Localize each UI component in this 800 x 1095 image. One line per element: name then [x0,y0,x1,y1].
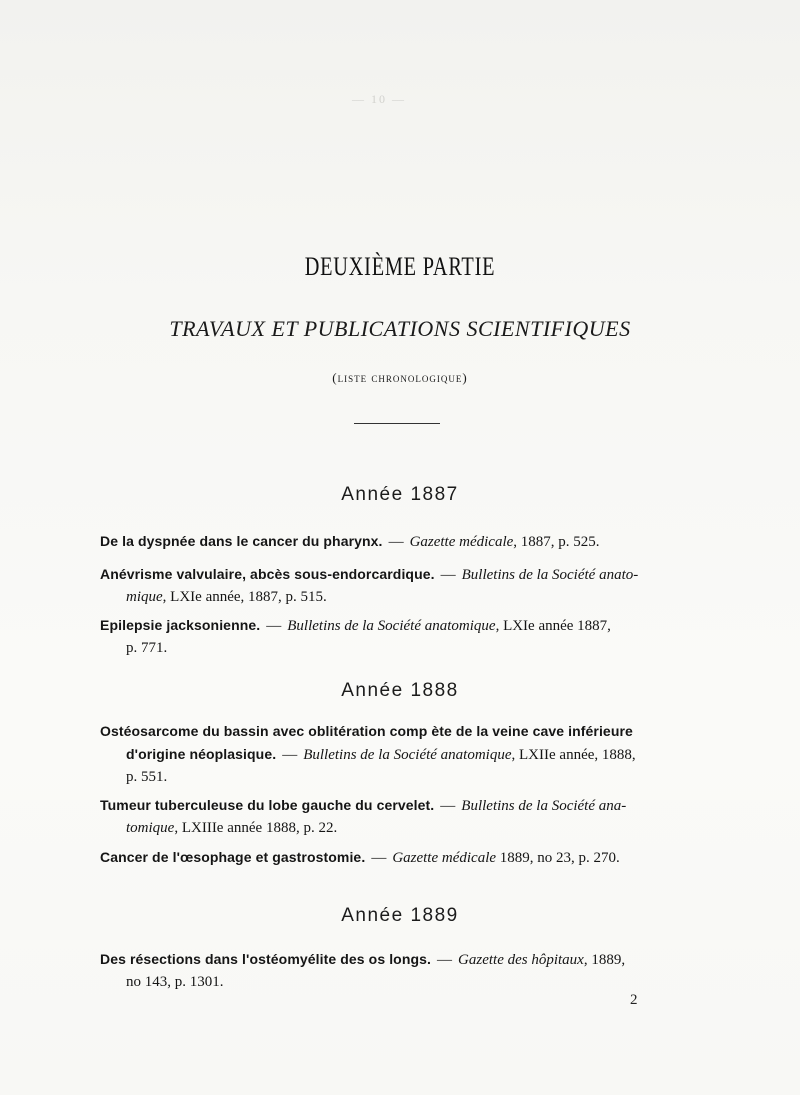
dash-separator: — [388,534,404,550]
entry-journal: Gazette des hôpitaux [458,952,584,968]
year-heading-1888: Année 1888 [341,680,459,701]
entry-details: , 1887, p. 525. [513,534,600,550]
entry-continuation [100,637,696,659]
entry-details-continued: p. 551. [126,769,168,785]
entry-journal: Gazette médicale [392,850,497,866]
publication-entry [100,720,696,788]
entry-journal: Bulletins de la Société anatomique [287,618,496,634]
entry-line [100,563,696,586]
entry-details: , LXIe année, 1887, p. 515. [162,589,327,605]
entry-journal: Gazette médicale [409,534,514,550]
dash-separator: — [440,567,456,583]
entry-title: Anévrisme valvulaire, abcès sous-endorcardique. [100,566,435,582]
publication-entry [100,794,696,839]
entry-journal: Bulletins de la Société ana- [461,798,627,814]
entry-line [100,614,696,637]
entry-details-continued: p. 771. [126,640,168,656]
publication-entry [100,846,696,869]
entry-line [100,846,696,869]
dash-separator: — [266,618,282,634]
entry-title: Epilepsie jacksonienne. [100,617,261,633]
dash-separator: — [440,798,456,814]
divider-rule [354,423,440,424]
year-heading-1887: Année 1887 [341,484,459,505]
entry-continuation [100,817,696,839]
year-heading-1889: Année 1889 [341,905,459,926]
entry-line [100,948,696,971]
entry-details-continued: no 143, p. 1301. [126,974,224,990]
bleed-through-page-number: — 10 — [352,92,406,106]
entry-details: 1889, no 23, p. 270. [496,850,620,866]
entry-line [100,720,696,743]
entry-title-continued: d'origine néoplasique. [126,746,277,762]
entry-details: , LXIIe année, 1888, [511,747,636,763]
publication-entry [100,614,696,659]
publication-entry [100,530,696,553]
entry-title: Tumeur tuberculeuse du lobe gauche du cervelet. [100,797,435,813]
dash-separator: — [437,952,453,968]
section-note: (liste chronologique) [332,370,468,385]
entry-journal-continued: tomique [126,820,175,836]
entry-continuation [100,586,696,608]
entry-journal-continued: mique [126,589,163,605]
entry-journal: Bulletins de la Société anato- [461,567,639,583]
entry-journal: Bulletins de la Société anatomique [303,747,512,763]
entry-continuation [100,971,696,993]
entry-title: Cancer de l'œsophage et gastrostomie. [100,849,366,865]
entry-continuation [100,766,696,788]
section-subtitle: TRAVAUX ET PUBLICATIONS SCIENTIFIQUES [169,316,631,341]
entry-title: De la dyspnée dans le cancer du pharynx. [100,533,383,549]
entry-details: , LXIIIe année 1888, p. 22. [174,820,338,836]
entry-continuation [100,743,696,766]
dash-separator: — [371,850,387,866]
part-title: DEUXIÈME PARTIE [304,252,496,281]
dash-separator: — [282,747,298,763]
publication-entry [100,563,696,608]
entry-title: Des résections dans l'ostéomyélite des os longs. [100,951,432,967]
page-number: 2 [630,992,638,1008]
entry-details: , 1889, [583,952,626,968]
entry-details: , LXIe année 1887, [495,618,611,634]
publication-entry [100,948,696,993]
entry-line [100,794,696,817]
entry-title: Ostéosarcome du bassin avec oblitération comp ète de la veine cave inférieure [100,723,633,739]
entry-line [100,530,696,553]
